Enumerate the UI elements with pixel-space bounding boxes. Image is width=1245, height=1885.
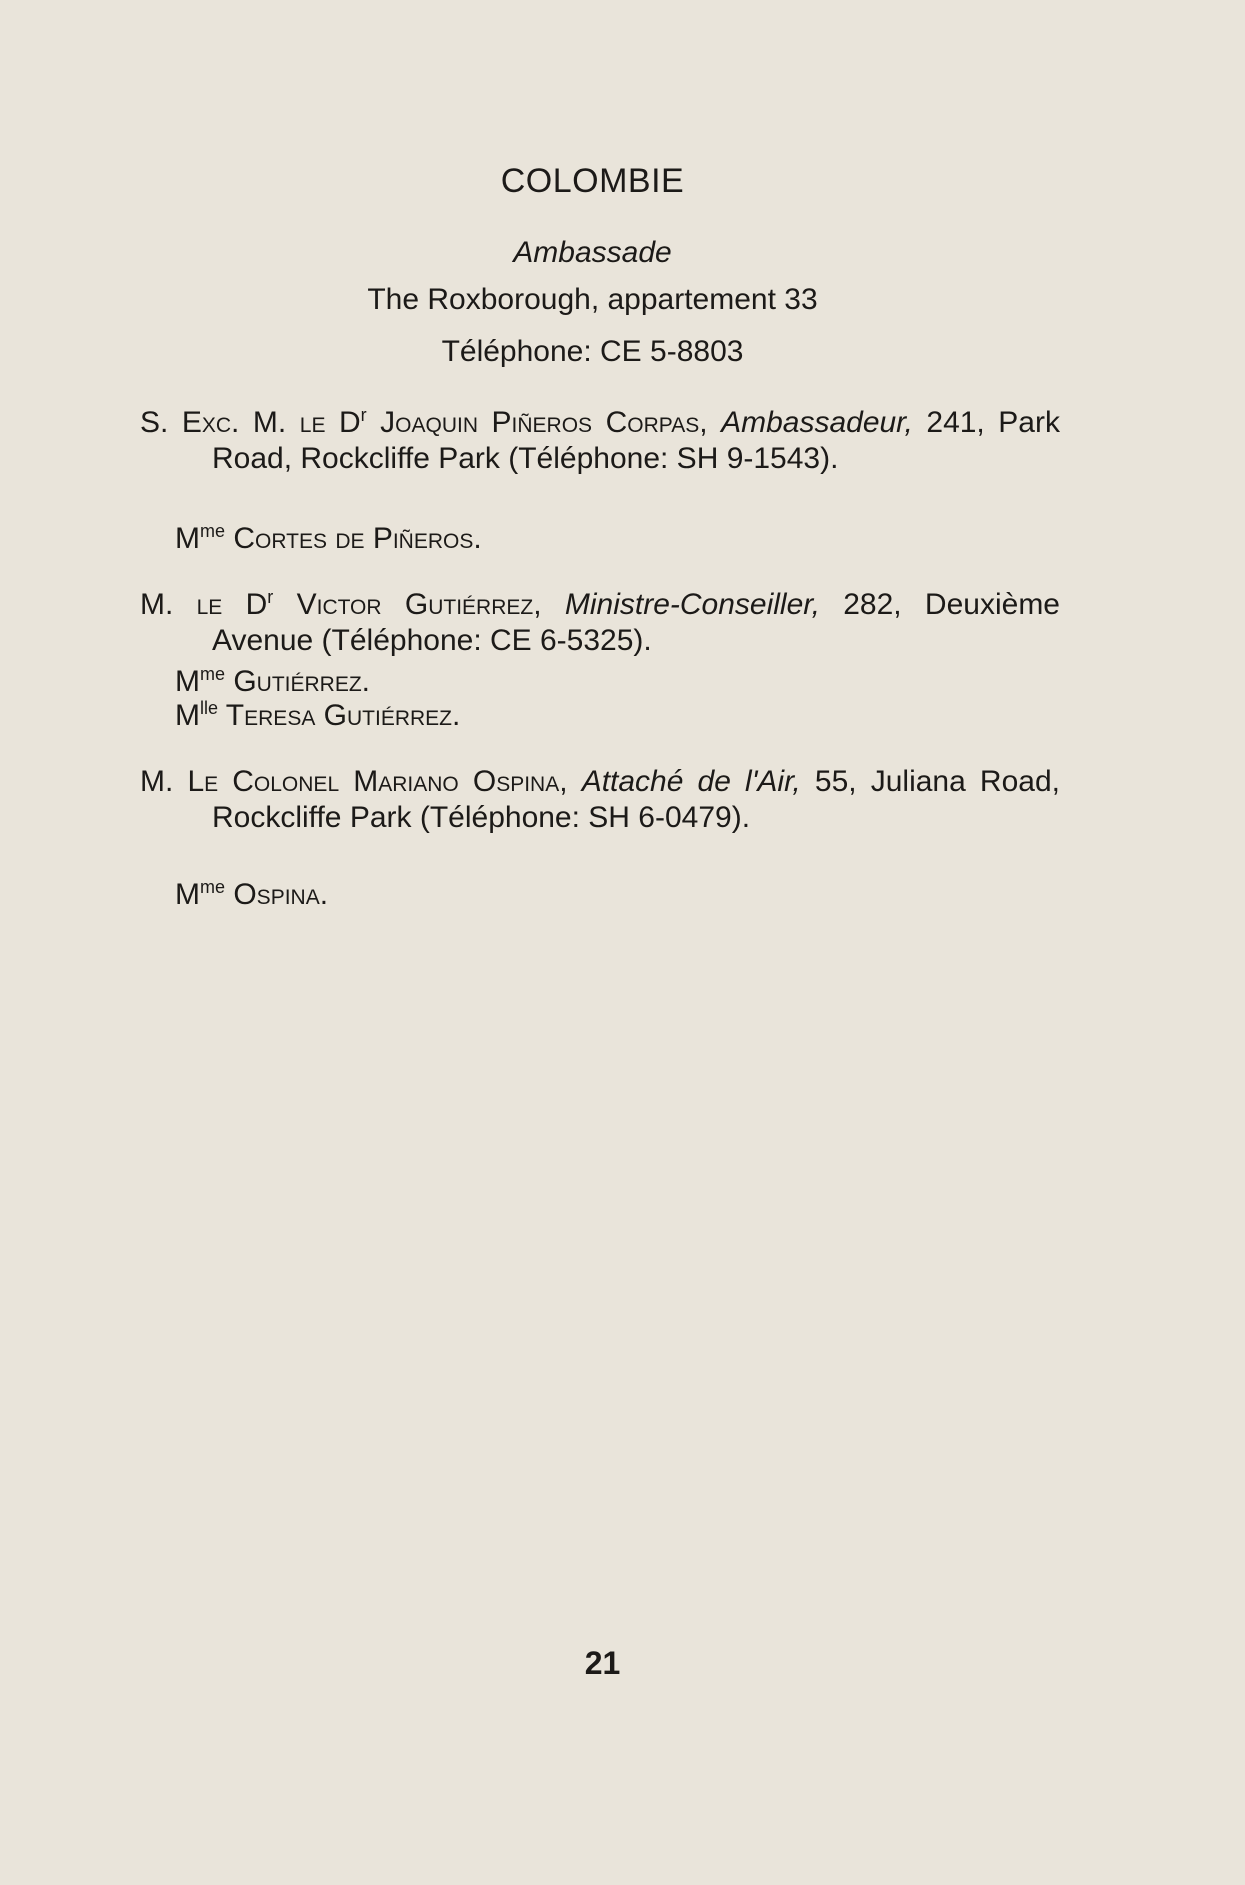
- entry-title: Attaché de l'Air,: [581, 765, 801, 798]
- spouse-prefix-sup: me: [200, 664, 226, 684]
- spouse-prefix: M: [175, 665, 200, 698]
- entry-minister-counsellor: [140, 587, 1060, 659]
- mission-address: The Roxborough, appartement 33: [367, 283, 818, 316]
- entry-title: Ministre-Conseiller,: [564, 588, 820, 621]
- country-heading: COLOMBIE: [500, 162, 685, 200]
- daughter-prefix-sup: lle: [200, 698, 219, 718]
- entry-prefix: M. Le Colonel: [140, 765, 340, 798]
- spouse-name: Ospina.: [225, 878, 329, 911]
- entry-title: Ambassadeur,: [721, 406, 913, 439]
- entry-address: 55, Juliana Road, Rockcliffe Park (Téléphone: SH 6-0479).: [212, 765, 1060, 834]
- entry-air-attache: [140, 764, 1060, 836]
- spouse-prefix-sup: me: [200, 877, 226, 897]
- page-number: 21: [584, 1645, 621, 1681]
- spouse-name: Gutiérrez.: [225, 665, 371, 698]
- entry-ambassador: [140, 405, 1060, 477]
- entry-prefix-sup: r: [360, 405, 367, 425]
- entry-spouse: [175, 521, 482, 557]
- entry-prefix: S. Exc. M. le D: [140, 406, 361, 439]
- entry-daughter: [175, 698, 460, 734]
- entry-spouse: [175, 877, 328, 913]
- spouse-prefix: M: [175, 878, 200, 911]
- entry-address: 241, Park Road, Rockcliffe Park (Téléphone: SH 9-1543).: [212, 406, 1060, 475]
- daughter-name: Teresa Gutiérrez.: [218, 699, 461, 732]
- entry-prefix-sup: r: [267, 587, 274, 607]
- entry-name: Victor Gutiérrez,: [273, 588, 542, 621]
- daughter-prefix: M: [175, 699, 200, 732]
- spouse-prefix: M: [175, 522, 200, 555]
- entry-name: Mariano Ospina,: [339, 765, 568, 798]
- spouse-name: Cortes de Piñeros.: [225, 522, 482, 555]
- entry-prefix: M. le D: [140, 588, 268, 621]
- entry-name: Joaquin Piñeros Corpas,: [366, 406, 708, 439]
- entry-address: 282, Deuxième Avenue (Téléphone: CE 6-5325).: [212, 588, 1060, 657]
- entry-spouse: [175, 664, 370, 700]
- spouse-prefix-sup: me: [200, 521, 226, 541]
- mission-phone: Téléphone: CE 5-8803: [441, 335, 744, 368]
- mission-type: Ambassade: [513, 236, 672, 269]
